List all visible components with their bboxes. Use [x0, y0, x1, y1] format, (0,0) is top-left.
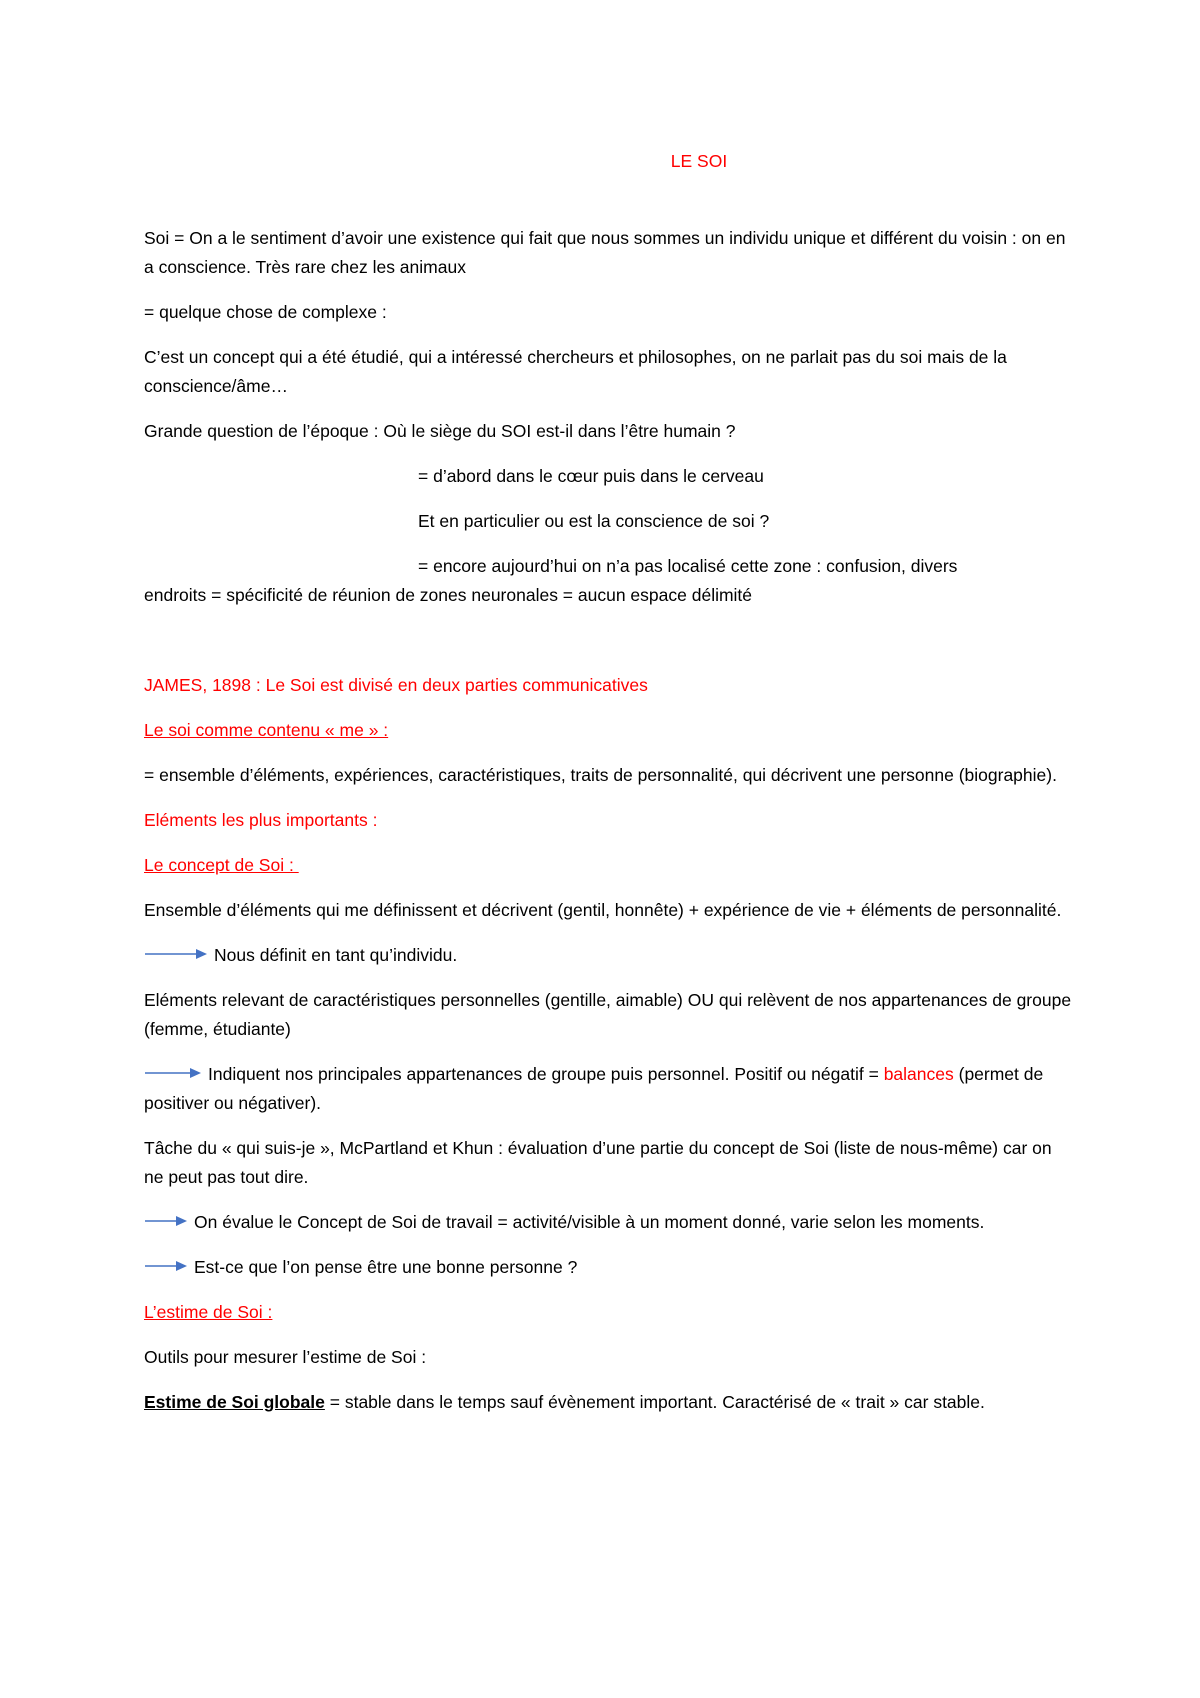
- paragraph-elements-relevant: Eléments relevant de caractéristiques personnelles (gentille, aimable) OU qui relèvent de nos appartenances de groupe (femme, étudiante): [144, 990, 1072, 1039]
- paragraph-grande-question: Grande question de l’époque : Où le siège du SOI est-il dans l’être humain ?: [144, 421, 736, 441]
- paragraph-pas-localise-line2: endroits = spécificité de réunion de zones neuronales = aucun espace délimité: [144, 585, 753, 605]
- paragraph-estime-globale: [144, 1388, 1074, 1417]
- paragraph-pas-localise-line1: = encore aujourd’hui on n’a pas localisé cette zone : confusion, divers: [418, 556, 958, 576]
- estime-globale-text: = stable dans le temps sauf évènement important. Caractérisé de « trait » car stable.: [324, 1392, 985, 1412]
- paragraph-conscience-de-soi: Et en particulier ou est la conscience de soi ?: [418, 511, 770, 531]
- arrow-item-appartenances: [144, 1060, 1074, 1118]
- arrow-right-icon: [144, 1067, 202, 1079]
- document-body: [144, 147, 1074, 1433]
- paragraph-ensemble-definissent: Ensemble d’éléments qui me définissent et décrivent (gentil, honnête) + expérience de vie + éléments de personnalité.: [144, 900, 1062, 920]
- estime-globale-term: Estime de Soi globale: [144, 1392, 325, 1412]
- arrow-right-icon: [144, 948, 208, 960]
- heading-james: JAMES, 1898 : Le Soi est divisé en deux parties communicatives: [144, 675, 648, 695]
- arrow-item-text: Nous définit en tant qu’individu.: [214, 945, 458, 965]
- paragraph-coeur-cerveau: = d’abord dans le cœur puis dans le cerveau: [418, 466, 764, 486]
- heading-concept-de-soi: Le concept de Soi :: [144, 855, 299, 875]
- arrow-right-icon: [144, 1215, 188, 1227]
- paragraph-tache-qui-suis-je: Tâche du « qui suis-je », McPartland et Khun : évaluation d’une partie du concept de Soi (liste de nous-même) car on ne peut pas tout dire.: [144, 1138, 1052, 1187]
- heading-elements-importants: Eléments les plus importants :: [144, 810, 378, 830]
- arrow-item-text: On évalue le Concept de Soi de travail = activité/visible à un moment donné, varie selon les moments.: [194, 1212, 985, 1232]
- paragraph-outils-mesurer: Outils pour mesurer l’estime de Soi :: [144, 1347, 427, 1367]
- paragraph-pas-localise: [144, 552, 1074, 581]
- balances-term: balances: [883, 1064, 954, 1084]
- spacer: [144, 626, 1074, 671]
- heading-estime-de-soi: L’estime de Soi :: [144, 1302, 273, 1322]
- paragraph-ensemble-elements: = ensemble d’éléments, expériences, caractéristiques, traits de personnalité, qui décrivent une personne (biographie).: [144, 765, 1057, 785]
- document-title: LE SOI: [670, 151, 728, 171]
- arrow-item-text: Est-ce que l’on pense être une bonne personne ?: [194, 1257, 578, 1277]
- arrow-right-icon: [144, 1260, 188, 1272]
- paragraph-soi-definition: Soi = On a le sentiment d’avoir une existence qui fait que nous sommes un individu unique et différent du voisin : on en a conscience. Très rare chez les animaux: [144, 228, 1066, 277]
- heading-soi-contenu-me: Le soi comme contenu « me » :: [144, 720, 389, 740]
- arrow-item-definit: [144, 941, 1074, 970]
- paragraph-complexe: = quelque chose de complexe :: [144, 302, 387, 322]
- paragraph-concept-etudie: C’est un concept qui a été étudié, qui a intéressé chercheurs et philosophes, on ne parlait pas du soi mais de la conscience/âme…: [144, 347, 1007, 396]
- arrow-item-concept-travail: [144, 1208, 1074, 1237]
- arrow-item-text-end: (permet de positiver ou négativer).: [144, 1064, 1044, 1113]
- arrow-item-text: Indiquent nos principales appartenances de groupe puis personnel. Positif ou négatif =: [208, 1064, 879, 1084]
- arrow-item-bonne-personne: [144, 1253, 1074, 1282]
